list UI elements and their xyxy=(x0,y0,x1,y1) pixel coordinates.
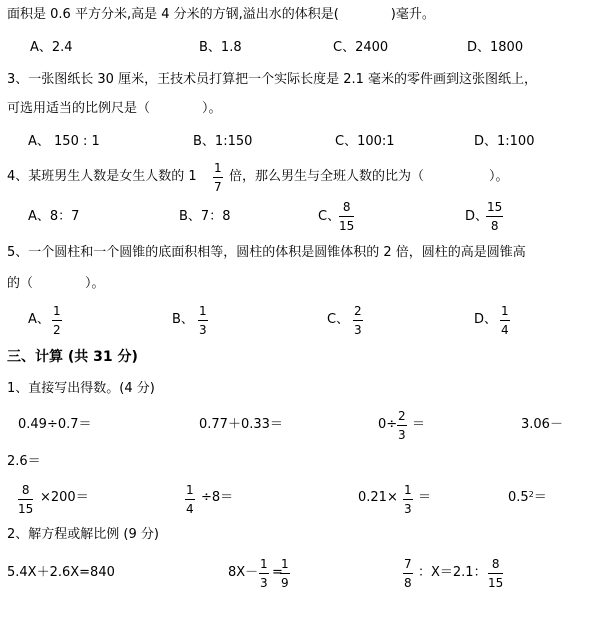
calc-7-fraction xyxy=(403,483,413,516)
section-3-sub-2: 2、解方程或解比例 (9 分) xyxy=(7,527,159,542)
calc-6-numerator: 1 xyxy=(185,483,195,500)
q5-option-c-fraction xyxy=(353,304,363,337)
q5-option-a-numerator: 1 xyxy=(52,304,62,321)
question-4-suffix: 倍，那么男生与全班人数的比为（ ）。 xyxy=(229,169,509,184)
calc-7-suffix: ＝ xyxy=(418,490,432,505)
equation-2-equals: = xyxy=(272,565,283,580)
q2-option-b: B、1.8 xyxy=(199,40,242,55)
equation-2-denominator-1: 3 xyxy=(260,576,268,590)
q5-option-b-label: B、 xyxy=(172,312,194,327)
equation-1: 5.4X＋2.6X=840 xyxy=(7,565,115,580)
equation-3-numerator-1: 7 xyxy=(403,557,413,574)
q4-option-d-fraction xyxy=(486,200,503,233)
q4-option-d-denominator: 8 xyxy=(490,219,499,233)
question-4-prefix: 4、某班男生人数是女生人数的 1 xyxy=(7,169,197,184)
q5-option-a-label: A、 xyxy=(28,312,50,327)
q2-option-d: D、1800 xyxy=(467,40,524,55)
section-3-sub-1: 1、直接写出得数。(4 分) xyxy=(7,381,155,396)
calc-8-base: 0.5 xyxy=(508,490,529,505)
calc-7-prefix: 0.21× xyxy=(358,490,398,505)
q5-option-d-label: D、 xyxy=(474,312,498,327)
q5-option-d-denominator: 4 xyxy=(501,323,509,337)
calc-6-fraction xyxy=(185,483,195,516)
calc-6-suffix: ÷8＝ xyxy=(201,490,234,505)
calc-4: 3.06－ xyxy=(521,417,563,432)
calc-6-denominator: 4 xyxy=(186,502,194,516)
equation-3-numerator-2: 8 xyxy=(488,557,503,574)
calc-3-prefix: 0÷ xyxy=(378,417,398,432)
equation-2-fraction-2 xyxy=(280,557,290,590)
q5-option-b-denominator: 3 xyxy=(199,323,207,337)
q5-option-b-numerator: 1 xyxy=(198,304,208,321)
calc-5-numerator: 8 xyxy=(18,483,33,500)
q5-option-d-fraction xyxy=(500,304,510,337)
q4-option-d-label: D、 xyxy=(465,209,489,224)
q4-option-c-numerator: 8 xyxy=(339,200,354,217)
calc-1: 0.49÷0.7＝ xyxy=(18,417,92,432)
q4-option-c-fraction xyxy=(339,200,354,233)
calc-7-numerator: 1 xyxy=(403,483,413,500)
q4-option-c-label: C、 xyxy=(318,209,341,224)
q4-mixed-numerator: 1 xyxy=(213,161,223,178)
equation-3-fraction-2 xyxy=(488,557,503,590)
q5-option-b-fraction xyxy=(198,304,208,337)
calc-5-denominator: 15 xyxy=(18,502,34,516)
calc-7-denominator: 3 xyxy=(404,502,412,516)
calc-8-exponent: 2 xyxy=(528,490,534,499)
q5-option-c-label: C、 xyxy=(327,312,350,327)
equation-3-denominator-2: 15 xyxy=(488,576,504,590)
q3-option-c: C、100:1 xyxy=(335,134,395,149)
calc-4-continued: 2.6＝ xyxy=(7,454,41,469)
calc-8 xyxy=(508,490,547,506)
equation-3-denominator-1: 8 xyxy=(404,576,412,590)
q5-option-d-numerator: 1 xyxy=(500,304,510,321)
q4-option-b: B、7：8 xyxy=(179,209,231,224)
question-2-text: 面积是 0.6 平方分米,高是 4 分米的方钢,溢出水的体积是( )毫升。 xyxy=(7,7,435,22)
equation-2-denominator-2: 9 xyxy=(281,576,289,590)
calc-5-suffix: ×200＝ xyxy=(40,490,89,505)
q2-option-c: C、2400 xyxy=(333,40,389,55)
q4-mixed-fraction xyxy=(213,161,223,194)
question-5-line-1: 5、一个圆柱和一个圆锥的底面积相等，圆柱的体积是圆锥体积的 2 倍，圆柱的高是圆锥高 xyxy=(7,245,526,260)
equation-2-numerator-2: 1 xyxy=(280,557,290,574)
calc-3-denominator: 3 xyxy=(398,428,406,442)
q5-option-c-denominator: 3 xyxy=(354,323,362,337)
q5-option-a-denominator: 2 xyxy=(53,323,61,337)
calc-2: 0.77＋0.33＝ xyxy=(199,417,283,432)
equation-3-fraction-1 xyxy=(403,557,413,590)
q5-option-a-fraction xyxy=(52,304,62,337)
q3-option-d: D、1:100 xyxy=(474,134,535,149)
q4-mixed-denominator: 7 xyxy=(214,180,222,194)
calc-3-fraction xyxy=(397,409,407,442)
calc-3-numerator: 2 xyxy=(397,409,407,426)
equation-2-numerator-1: 1 xyxy=(259,557,269,574)
q2-option-a: A、2.4 xyxy=(30,40,73,55)
calc-3-suffix: ＝ xyxy=(412,417,426,432)
question-5-line-2: 的（ ）。 xyxy=(7,276,105,291)
q5-option-c-numerator: 2 xyxy=(353,304,363,321)
equation-2-prefix: 8X－ xyxy=(228,565,259,580)
q3-option-b: B、1:150 xyxy=(193,134,253,149)
question-3-line-2: 可选用适当的比例尺是（ ）。 xyxy=(7,101,222,116)
section-3-title: 三、计算 (共 31 分) xyxy=(7,349,138,365)
q4-option-c-denominator: 15 xyxy=(339,219,355,233)
equation-2-fraction-1 xyxy=(259,557,269,590)
calc-5-fraction xyxy=(18,483,33,516)
calc-8-suffix: ＝ xyxy=(533,490,547,505)
q3-option-a: A、 150 : 1 xyxy=(28,134,100,149)
q4-option-d-numerator: 15 xyxy=(486,200,503,217)
q4-option-a: A、8：7 xyxy=(28,209,80,224)
question-3-line-1: 3、一张图纸长 30 厘米，王技术员打算把一个实际长度是 2.1 毫米的零件画到这张图纸上， xyxy=(7,72,538,87)
equation-3-middle: ：X＝2.1： xyxy=(418,565,487,580)
